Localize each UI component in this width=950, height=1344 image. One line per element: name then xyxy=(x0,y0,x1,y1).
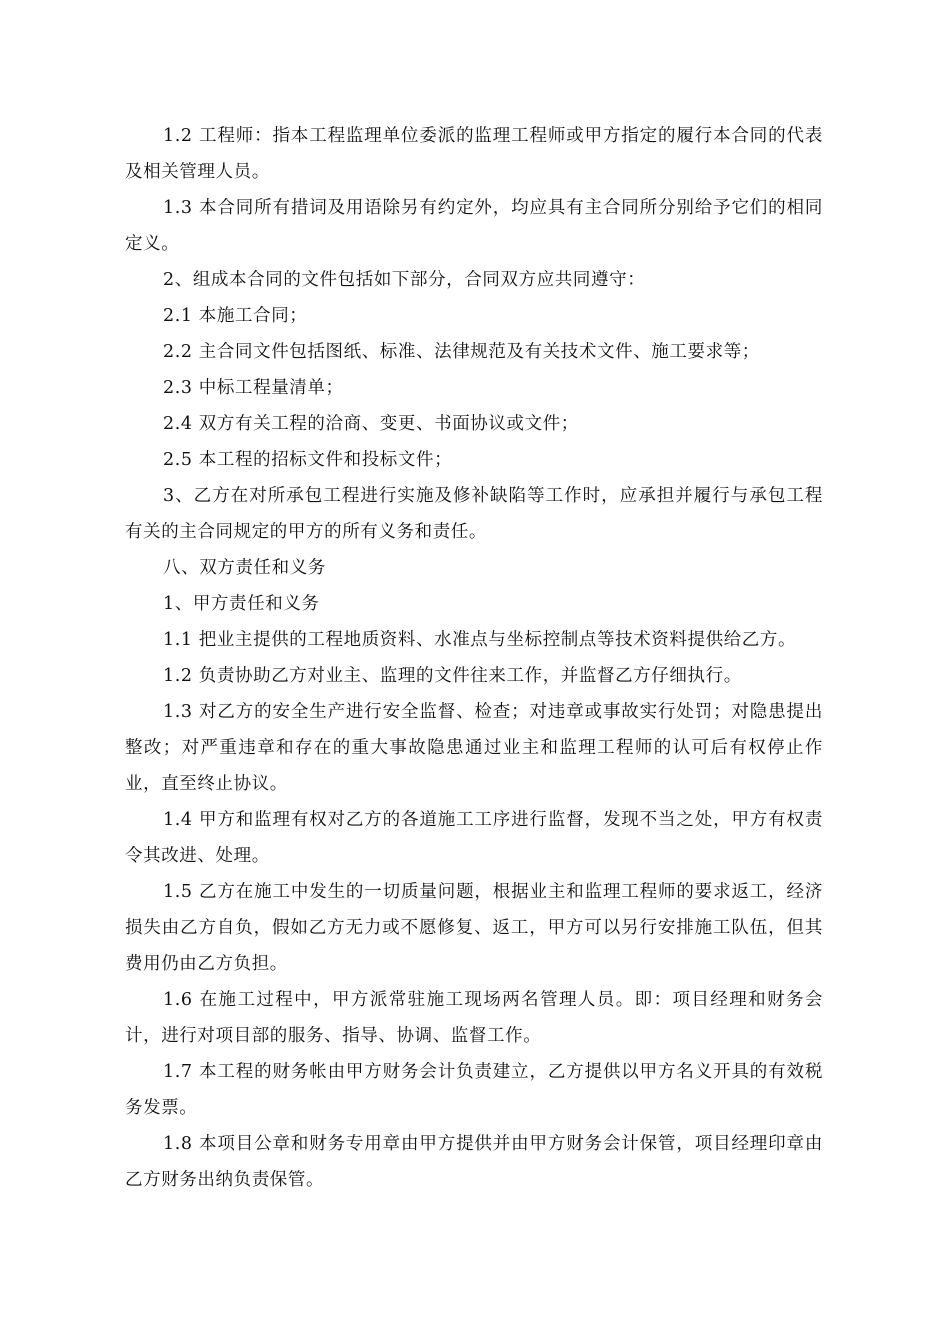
paragraph: 1.2 工程师：指本工程监理单位委派的监理工程师或甲方指定的履行本合同的代表及相关管理人员。 xyxy=(125,126,823,182)
paragraph: 1.2 负责协助乙方对业主、监理的文件往来工作，并监督乙方仔细执行。 xyxy=(163,666,742,686)
subsection-heading: 1、甲方责任和义务 xyxy=(163,594,320,614)
document-body xyxy=(125,118,823,1198)
paragraph: 2.3 中标工程量清单； xyxy=(163,378,344,398)
paragraph: 1.7 本工程的财务帐由甲方财务会计负责建立，乙方提供以甲方名义开具的有效税务发票。 xyxy=(125,1062,823,1118)
paragraph: 1.6 在施工过程中，甲方派常驻施工现场两名管理人员。即：项目经理和财务会计，进行对项目部的服务、指导、协调、监督工作。 xyxy=(125,990,823,1046)
paragraph: 1.5 乙方在施工中发生的一切质量问题，根据业主和监理工程师的要求返工，经济损失由乙方自负，假如乙方无力或不愿修复、返工，甲方可以另行安排施工队伍，但其费用仍由乙方负担。 xyxy=(125,882,823,974)
section-heading: 八、双方责任和义务 xyxy=(163,558,326,578)
paragraph: 2.2 主合同文件包括图纸、标准、法律规范及有关技术文件、施工要求等； xyxy=(163,342,760,362)
paragraph: 1.4 甲方和监理有权对乙方的各道施工工序进行监督，发现不当之处，甲方有权责令其改进、处理。 xyxy=(125,810,823,866)
paragraph: 1.1 把业主提供的工程地质资料、水准点与坐标控制点等技术资料提供给乙方。 xyxy=(163,630,797,650)
paragraph: 1.3 对乙方的安全生产进行安全监督、检查；对违章或事故实行处罚；对隐患提出整改；对严重违章和存在的重大事故隐患通过业主和监理工程师的认可后有权停止作业，直至终止协议。 xyxy=(125,702,823,794)
paragraph: 2.5 本工程的招标文件和投标文件； xyxy=(163,450,453,470)
paragraph: 1.8 本项目公章和财务专用章由甲方提供并由甲方财务会计保管，项目经理印章由乙方财务出纳负责保管。 xyxy=(125,1134,823,1190)
paragraph: 1.3 本合同所有措词及用语除另有约定外，均应具有主合同所分别给予它们的相同定义。 xyxy=(125,198,823,254)
paragraph: 2.4 双方有关工程的洽商、变更、书面协议或文件； xyxy=(163,414,579,434)
paragraph: 2.1 本施工合同； xyxy=(163,306,308,326)
paragraph: 2、组成本合同的文件包括如下部分，合同双方应共同遵守： xyxy=(163,270,646,290)
paragraph: 3、乙方在对所承包工程进行实施及修补缺陷等工作时，应承担并履行与承包工程有关的主合同规定的甲方的所有义务和责任。 xyxy=(125,486,823,542)
